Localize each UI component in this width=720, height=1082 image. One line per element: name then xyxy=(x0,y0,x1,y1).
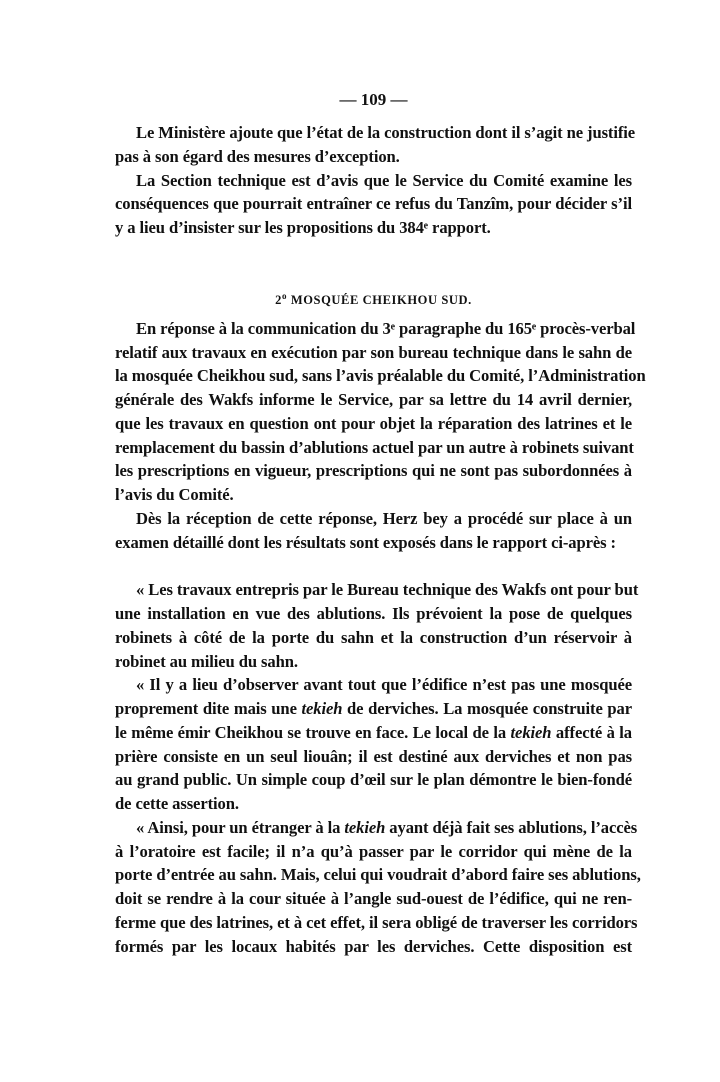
text-line: prière consiste en un seul liouân; il est destiné aux derviches et non pas xyxy=(115,746,632,766)
italic-term: tekieh xyxy=(510,722,552,742)
text-line: « Les travaux entrepris par le Bureau technique des Wakfs ont pour but xyxy=(136,580,639,600)
text-line: y a lieu d’insister sur les propositions du 384ᵉ rapport. xyxy=(115,218,491,237)
text-line: relatif aux travaux en exécution par son bureau technique dans le sahn de xyxy=(115,342,632,362)
text-line: « Ainsi, pour un étranger à la tekieh ayant déjà fait ses ablutions, l’accès xyxy=(136,817,638,837)
document-page xyxy=(115,88,646,958)
quoted-paragraph xyxy=(115,578,639,673)
text-line: La Section technique est d’avis que le Service du Comité examine les xyxy=(136,170,632,190)
paragraph xyxy=(115,121,636,169)
text-line: ferme que des latrines, et à cet effet, il sera obligé de traverser les corridors xyxy=(115,912,638,932)
text-line: de cette assertion. xyxy=(115,794,239,813)
text-line: une installation en vue des ablutions. Ils prévoient la pose de quelques xyxy=(115,604,632,623)
paragraph xyxy=(115,169,632,240)
italic-term: tekieh xyxy=(344,817,386,837)
section-heading: 2$^o$ MOSQUÉE CHEIKHOU SUD. xyxy=(275,290,472,307)
text-line: « Il y a lieu d’observer avant tout que l’édifice n’est pas une mosquée xyxy=(136,675,632,695)
text-line: que les travaux en question ont pour objet la réparation des latrines et le xyxy=(115,413,632,433)
text-line: générale des Wakfs informe le Service, par sa lettre du 14 avril dernier, xyxy=(115,390,632,409)
text-line: à l’oratoire est facile; il n’a qu’à passer par le corridor qui mène de la xyxy=(115,841,632,861)
text-line: pas à son égard des mesures d’exception. xyxy=(115,146,400,166)
text-line: la mosquée Cheikhou sud, sans l’avis préalable du Comité, l’Administration xyxy=(115,366,646,386)
text-line: Le Ministère ajoute que l’état de la construction dont il s’agit ne justifie xyxy=(136,123,636,142)
text-line: porte d’entrée au sahn. Mais, celui qui voudrait d’abord faire ses ablutions, xyxy=(115,865,641,885)
text-line: conséquences que pourrait entraîner ce refus du Tanzîm, pour décider s’il xyxy=(115,194,632,214)
text-line: le même émir Cheikhou se trouve en face. Le local de la tekieh affecté à la xyxy=(115,722,632,742)
text-line: remplacement du bassin d’ablutions actuel par un autre à robinets suivant xyxy=(115,437,634,457)
paragraph xyxy=(115,507,632,555)
quoted-paragraph xyxy=(115,816,641,959)
text-line: formés par les locaux habités par les derviches. Cette disposition est xyxy=(115,936,632,956)
text-line: robinets à côté de la porte du sahn et la construction d’un réservoir à xyxy=(115,627,632,647)
text-line: examen détaillé dont les résultats sont exposés dans le rapport ci-après : xyxy=(115,532,616,552)
text-line: les prescriptions en vigueur, prescriptions qui ne sont pas subordonnées à xyxy=(115,461,632,481)
paragraph xyxy=(115,317,646,507)
text-line: robinet au milieu du sahn. xyxy=(115,651,298,671)
text-line: En réponse à la communication du 3ᵉ paragraphe du 165ᵉ procès-verbal xyxy=(136,318,636,338)
text-line: au grand public. Un simple coup d’œil sur le plan démontre le bien-fondé xyxy=(115,770,632,790)
quoted-paragraph xyxy=(115,673,632,816)
italic-term: tekieh xyxy=(301,699,343,718)
text-line: l’avis du Comité. xyxy=(115,485,234,504)
text-line: Dès la réception de cette réponse, Herz bey a procédé sur place à un xyxy=(136,508,632,528)
page-number: — 109 — xyxy=(339,90,408,109)
text-line: doit se rendre à la cour située à l’angle sud-ouest de l’édifice, qui ne ren- xyxy=(115,889,632,908)
text-line: proprement dite mais une tekieh de derviches. La mosquée construite par xyxy=(115,699,632,718)
